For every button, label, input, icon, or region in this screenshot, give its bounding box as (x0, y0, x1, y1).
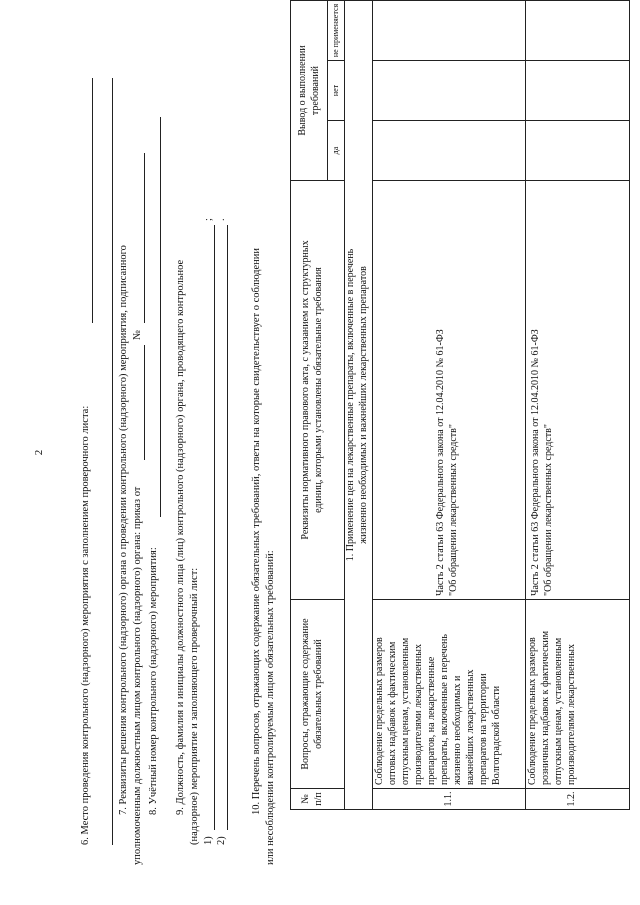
sub-header-no: нет (331, 84, 340, 97)
row-1-2-number: 1.2. (566, 791, 577, 807)
row-1-1-na-cell[interactable] (372, 0, 526, 61)
row-1-2-question-line-3: отпускным ценам, установленным (553, 637, 564, 785)
header-number-line-2: п/п (313, 792, 324, 806)
sub-header-na: не применяется (331, 3, 340, 58)
inspector-item-2-end: . (216, 218, 227, 221)
field-10-label-line-2: или несоблюдении контролируемым лицом обязательных требований: (265, 550, 276, 865)
field-6-blank-line-2 (112, 78, 113, 845)
order-date-blank-line (144, 345, 145, 460)
header-requisites-line-2: единиц, которыми установлены обязательные требования (313, 267, 324, 513)
row-1-2-question-line-4: производителями лекарственных (566, 644, 577, 785)
field-9-label-line-2: (надзорное) мероприятие и заполняющего проверочный лист: (189, 567, 200, 845)
section-title-line-1: 1. Применение цен на лекарственные препараты, включенные в перечень (345, 248, 356, 562)
row-1-2-no-cell[interactable] (525, 60, 630, 121)
header-result-line-1: Вывод о выполнении (297, 45, 308, 136)
requirements-table (290, 0, 630, 810)
field-7-label-line-2: уполномоченным должностным лицом контрольного (надзорного) органа: приказ от (132, 486, 143, 865)
row-1-1-yes-cell[interactable] (372, 120, 526, 181)
field-8-label: 8. Учётный номер контрольного (надзорного) мероприятия: (148, 547, 159, 815)
order-number-blank-line (144, 153, 145, 323)
inspector-item-2-label: 2) (216, 836, 227, 845)
field-6-blank-line (92, 78, 93, 323)
field-6-label: 6. Место проведения контрольного (надзорного) мероприятия с заполнением проверочного листа: (80, 405, 91, 845)
row-1-1-question-line-10: Волгоградской области (491, 685, 502, 785)
row-1-2-na-cell[interactable] (525, 0, 630, 61)
header-question-line-1: Вопросы, отражающие содержание (300, 618, 311, 770)
row-1-1-number: 1.1. (443, 791, 454, 807)
page-number: 2 (33, 449, 45, 456)
row-1-2-requisites-line-2: "Об обращении лекарственных средств" (543, 424, 554, 596)
row-1-2-requisites-line-1: Часть 2 статьи 63 Федерального закона от 12.04.2010 № 61-ФЗ (530, 329, 541, 596)
order-number-sign: № (132, 329, 143, 340)
row-1-2-question-line-2: розничных надбавок к фактическим (540, 630, 551, 785)
row-1-1-question-line-7: жизненно необходимых и (452, 675, 463, 785)
header-question-line-2: обязательных требований (313, 639, 324, 749)
row-1-2-yes-cell[interactable] (525, 120, 630, 181)
row-1-1-question-line-2: оптовых надбавок к фактическим (387, 641, 398, 785)
inspector-item-1-label: 1) (203, 836, 214, 845)
inspector-item-1-blank-line (214, 225, 215, 830)
sub-header-yes: да (331, 146, 340, 155)
field-7-label-line-1: 7. Реквизиты решения контрольного (надзорного) органа о проведении контрольного (надзорного) мероприятия, подписанного (118, 245, 129, 815)
row-1-1-question-line-4: производителями лекарственных (413, 644, 424, 785)
inspector-item-1-end: ; (203, 218, 214, 221)
row-1-1-question-line-8: важнейших лекарственных (465, 669, 476, 785)
row-1-1-question-line-9: препаратов на территории (478, 673, 489, 785)
row-1-1-requisites-line-1: Часть 2 статьи 63 Федерального закона от 12.04.2010 № 61-ФЗ (435, 329, 446, 596)
row-1-1-question-line-6: препараты, включенные в перечень (439, 634, 450, 785)
header-number-line-1: № (300, 794, 311, 804)
row-1-1-no-cell[interactable] (372, 60, 526, 121)
row-1-1-requisites-line-2: "Об обращении лекарственных средств" (448, 424, 459, 596)
header-result-line-2: требований (310, 65, 321, 116)
row-1-1-question-line-1: Соблюдение предельных размеров (374, 637, 385, 785)
section-title-line-2: жизненно необходимых и важнейших лекарственных препаратов (358, 266, 369, 544)
row-1-2-question-line-1: Соблюдение предельных размеров (527, 637, 538, 785)
inspector-item-2-blank-line (227, 225, 228, 830)
field-9-label-line-1: 9. Должность, фамилия и инициалы должностного лица (лиц) контрольного (надзорного) органа, проводящего контрольное (175, 259, 186, 815)
row-1-1-question-line-5: препаратов, на лекарственные (426, 656, 437, 785)
row-1-1-question-line-3: отпускным ценам, установленным (400, 637, 411, 785)
header-requisites-line-1: Реквизиты нормативного правового акта, с указанием их структурных (300, 240, 311, 540)
field-10-label-line-1: 10. Перечень вопросов, отражающих содержание обязательных требований, ответы на которые свидетельствует о соблюдении (251, 248, 262, 815)
field-8-blank-line (160, 117, 161, 517)
